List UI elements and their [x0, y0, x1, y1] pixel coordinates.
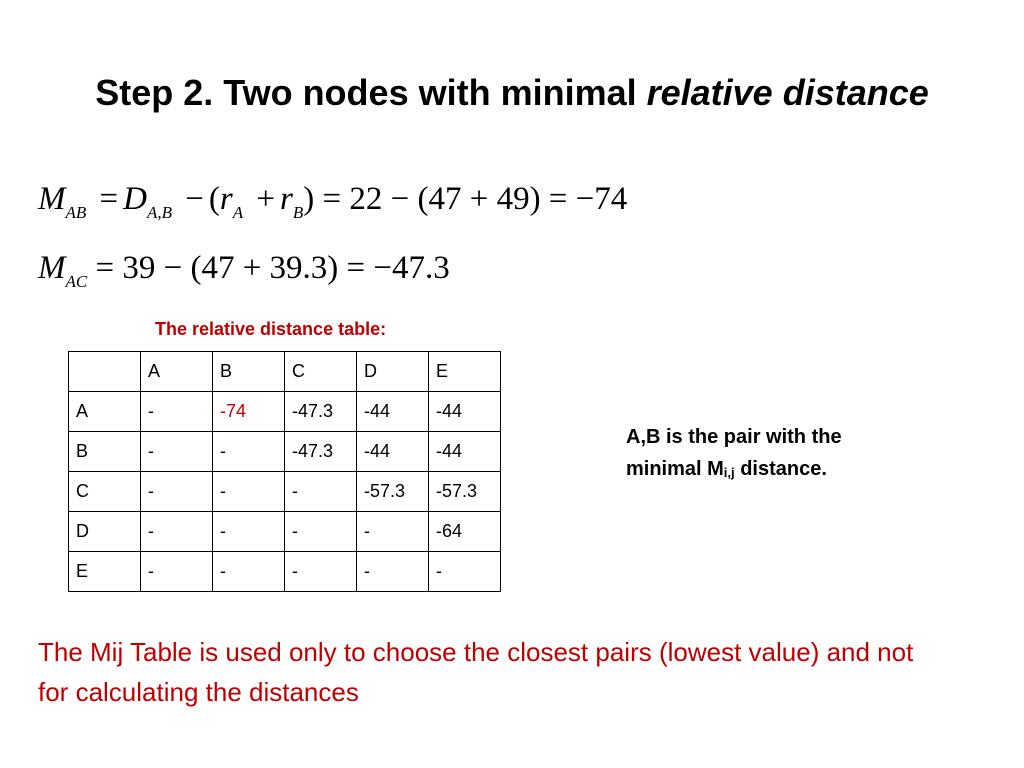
eq1-rb: r [280, 181, 293, 217]
table-cell: - [141, 512, 213, 552]
table-cell: - [213, 512, 285, 552]
header-cell [69, 352, 141, 392]
table-cell: -57.3 [429, 472, 501, 512]
table-cell: - [141, 432, 213, 472]
table-cell: -44 [429, 392, 501, 432]
note-line-1: A,B is the pair with the [626, 426, 842, 448]
table-cell: -44 [357, 432, 429, 472]
equation-m-ac [38, 252, 450, 290]
header-cell: B [213, 352, 285, 392]
footer-note: The Mij Table is used only to choose the closest pairs (lowest value) and not for calculating the distances [38, 637, 914, 707]
table-cell: - [357, 552, 429, 592]
eq2-m-sub: AC [65, 272, 88, 291]
table-cell: -47.3 [285, 432, 357, 472]
table-caption: The relative distance table: [155, 319, 387, 339]
table-row [69, 552, 501, 592]
eq1-result: = 22 − (47 + 49) = −74 [322, 181, 628, 217]
header-cell: C [285, 352, 357, 392]
table-row [69, 472, 501, 512]
note-line-2-pre: minimal M [626, 458, 724, 480]
table-cell: - [429, 552, 501, 592]
title-emphasis: relative distance [646, 72, 929, 113]
eq1-d: D [123, 181, 147, 217]
table-row [69, 512, 501, 552]
row-label-cell: D [69, 512, 141, 552]
table-cell: - [141, 472, 213, 512]
eq1-ra: r [219, 181, 233, 217]
eq1-m-sub: AB [65, 203, 87, 222]
header-cell: D [357, 352, 429, 392]
row-label-cell: A [69, 392, 141, 432]
table-cell: -47.3 [285, 392, 357, 432]
row-label-cell: C [69, 472, 141, 512]
eq1-ra-sub: A [232, 203, 244, 222]
table-cell: - [213, 472, 285, 512]
note-line-2-sub: i,j [723, 465, 735, 480]
eq1-minus: − [185, 181, 204, 217]
eq1-d-sub: A,B [147, 203, 173, 222]
table-cell: -64 [429, 512, 501, 552]
eq1-open: ( [208, 181, 220, 217]
row-label-cell: B [69, 432, 141, 472]
relative-distance-table [68, 351, 501, 592]
table-cell: -44 [429, 432, 501, 472]
header-cell: A [141, 352, 213, 392]
slide-title [0, 72, 1024, 114]
table-cell: - [141, 392, 213, 432]
table-row [69, 432, 501, 472]
table-cell: -44 [357, 392, 429, 432]
table-cell: - [285, 552, 357, 592]
equation-m-ab [38, 183, 627, 221]
eq1-close: ) [303, 181, 315, 217]
table-cell: - [285, 512, 357, 552]
table-cell: - [213, 552, 285, 592]
table-cell: -57.3 [357, 472, 429, 512]
eq2-result: = 39 − (47 + 39.3) = −47.3 [95, 250, 450, 286]
pair-note [626, 421, 946, 489]
eq1-m: M [38, 181, 66, 217]
table-cell: - [357, 512, 429, 552]
note-line-2 [626, 453, 946, 489]
eq2-m: M [38, 250, 66, 286]
table-row [69, 392, 501, 432]
table-cell: - [213, 432, 285, 472]
eq1-rb-sub: B [292, 203, 304, 222]
table-cell-highlight: -74 [213, 392, 285, 432]
eq1-equals: = [99, 181, 119, 217]
table-cell: - [285, 472, 357, 512]
note-line-2-post: distance. [734, 458, 827, 480]
header-cell: E [429, 352, 501, 392]
table-header-row [69, 352, 501, 392]
table-cell: - [141, 552, 213, 592]
row-label-cell: E [69, 552, 141, 592]
eq1-plus: + [256, 181, 276, 217]
title-main: Step 2. Two nodes with minimal [95, 72, 647, 113]
